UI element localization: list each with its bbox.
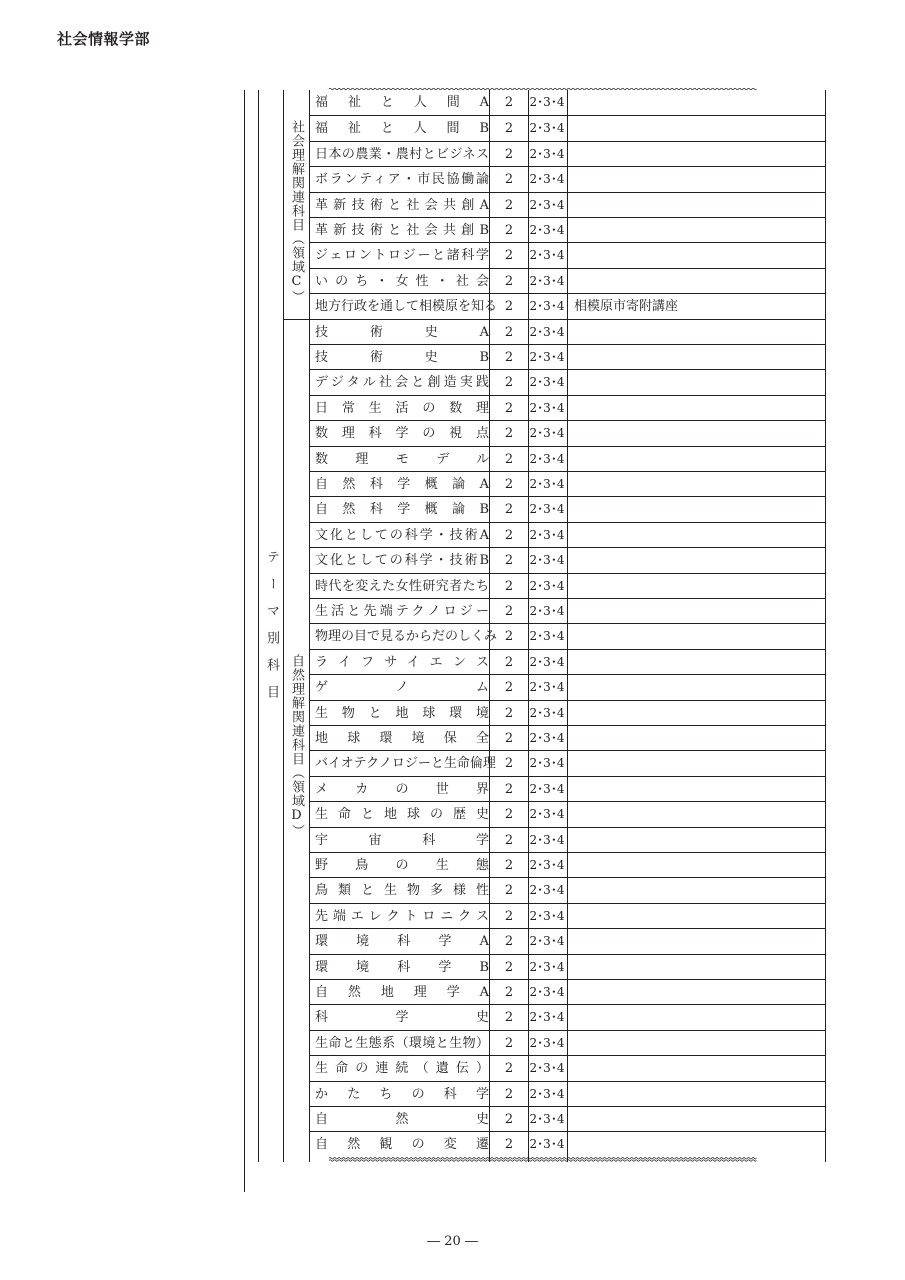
- course-note: [574, 548, 824, 573]
- course-credits: 2: [504, 375, 514, 391]
- course-years: 2･3･4: [529, 1010, 565, 1025]
- course-note: [574, 980, 824, 1005]
- course-name: 先端エレクトロニクス: [315, 908, 489, 924]
- table-row: [309, 293, 826, 318]
- course-credits: 2: [504, 781, 514, 797]
- course-note: [574, 650, 824, 675]
- course-name: ボランティア・市民協働論: [315, 172, 489, 188]
- course-credits: 2: [504, 273, 514, 289]
- table-row: [309, 979, 826, 1004]
- course-note: [574, 853, 824, 878]
- course-name: 日常生活の数理: [315, 400, 489, 416]
- course-name: 自然科学概論A: [315, 477, 489, 492]
- table-row: [309, 750, 826, 775]
- course-name: 自然科学概論B: [315, 502, 489, 518]
- course-years: 2･3･4: [529, 299, 565, 314]
- course-note: [574, 142, 824, 167]
- course-credits: 2: [504, 1112, 514, 1127]
- course-name: 生活と先端テクノロジー: [315, 604, 489, 619]
- course-name: ライフサイエンス: [315, 654, 489, 670]
- course-name: 生命と生態系（環境と生物）: [315, 1035, 489, 1051]
- table-row: [309, 166, 826, 191]
- course-years: 2･3･4: [529, 1035, 565, 1050]
- course-name: 自然観の変遷: [315, 1137, 489, 1153]
- course-credits: 2: [504, 654, 514, 670]
- course-note: [574, 1056, 824, 1081]
- course-years: 2･3･4: [529, 1112, 565, 1126]
- group-cell: [283, 90, 309, 319]
- course-years: 2･3･4: [529, 502, 565, 517]
- course-years: 2･3･4: [529, 908, 565, 923]
- course-years: 2･3･4: [529, 95, 565, 109]
- course-years: 2･3･4: [529, 273, 565, 288]
- course-name: 自然史: [315, 1112, 489, 1127]
- course-credits: 2: [504, 604, 514, 619]
- course-table: [258, 90, 826, 1162]
- course-note: [574, 269, 824, 294]
- course-note: [574, 1082, 824, 1107]
- course-credits: 2: [504, 985, 514, 1000]
- course-years: 2･3･4: [529, 477, 565, 491]
- table-row: [309, 1030, 826, 1055]
- course-name: 時代を変えた女性研究者たち: [315, 578, 489, 594]
- table-row: [309, 192, 826, 217]
- course-note: [574, 1031, 824, 1056]
- table-row: [309, 268, 826, 293]
- table-row: [309, 319, 826, 344]
- table-row: [309, 852, 826, 877]
- margin-rule: [244, 90, 245, 1192]
- course-years: 2･3･4: [529, 781, 565, 796]
- course-credits: 2: [504, 756, 514, 772]
- course-years: 2･3･4: [529, 705, 565, 720]
- table-row: [309, 217, 826, 242]
- course-credits: 2: [504, 400, 514, 416]
- course-note: [574, 878, 824, 903]
- course-credits: 2: [504, 908, 514, 924]
- course-years: 2･3･4: [529, 1061, 565, 1076]
- course-note: [574, 472, 824, 497]
- table-row: [309, 395, 826, 420]
- course-name: 生命の連続（遺伝）: [315, 1061, 489, 1077]
- course-note: [574, 370, 824, 395]
- course-note: [574, 90, 824, 115]
- table-row: [309, 115, 826, 140]
- course-note: [574, 726, 824, 751]
- course-note: [574, 396, 824, 421]
- course-note: [574, 1005, 824, 1030]
- table-row: [309, 700, 826, 725]
- course-credits: 2: [504, 832, 514, 848]
- course-years: 2･3･4: [529, 248, 565, 263]
- department-title: 社会情報学部: [57, 30, 151, 48]
- course-credits: 2: [504, 95, 514, 110]
- course-credits: 2: [504, 121, 514, 137]
- course-note: [574, 193, 824, 218]
- course-credits: 2: [504, 1086, 514, 1102]
- course-credits: 2: [504, 299, 514, 315]
- course-name: 物理の目で見るからだのしくみ: [315, 629, 498, 645]
- course-name: 鳥類と生物多様性: [315, 883, 489, 899]
- course-note: [574, 955, 824, 980]
- course-credits: 2: [504, 527, 514, 543]
- table-row: [309, 547, 826, 572]
- course-credits: 2: [504, 1061, 514, 1077]
- course-credits: 2: [504, 1010, 514, 1026]
- group-label: 自然理解関連科目（領域D）: [289, 653, 304, 838]
- course-name: 野鳥の生態: [315, 858, 489, 873]
- course-note: [574, 929, 824, 954]
- course-name: 福祉と人間A: [315, 95, 489, 110]
- table-row: [309, 1055, 826, 1080]
- table-row: [309, 1004, 826, 1029]
- group-separator: [283, 319, 309, 320]
- table-row: [309, 1081, 826, 1106]
- course-note: [574, 701, 824, 726]
- course-note: [574, 675, 824, 700]
- course-name: 技術史B: [315, 350, 489, 365]
- course-name: バイオテクノロジーと生命倫理: [315, 756, 496, 772]
- course-note: [574, 828, 824, 853]
- table-row: [309, 776, 826, 801]
- course-name: 環境科学B: [315, 959, 489, 975]
- course-credits: 2: [504, 172, 514, 188]
- course-credits: 2: [504, 324, 514, 340]
- course-name: 地球環境保全: [315, 731, 489, 746]
- table-row: [309, 496, 826, 521]
- course-name: 革新技術と社会共創B: [315, 223, 489, 238]
- course-years: 2･3･4: [529, 807, 565, 822]
- course-years: 2･3･4: [529, 121, 565, 136]
- course-years: 2･3･4: [529, 934, 565, 949]
- table-row: [309, 623, 826, 648]
- course-credits: 2: [504, 959, 514, 975]
- course-credits: 2: [504, 629, 514, 645]
- table-row: [309, 573, 826, 598]
- course-years: 2･3･4: [529, 1137, 565, 1152]
- course-note: [574, 1107, 824, 1132]
- course-years: 2･3･4: [529, 832, 565, 847]
- course-credits: 2: [504, 731, 514, 746]
- course-note: [574, 777, 824, 802]
- course-name: 科学史: [315, 1010, 489, 1026]
- course-credits: 2: [504, 502, 514, 518]
- course-note: 相模原市寄附講座: [574, 299, 679, 315]
- course-credits: 2: [504, 477, 514, 492]
- course-years: 2･3･4: [529, 858, 565, 872]
- course-credits: 2: [504, 705, 514, 721]
- course-credits: 2: [504, 680, 514, 696]
- course-note: [574, 243, 824, 268]
- course-years: 2･3･4: [529, 375, 565, 390]
- course-name: 数理科学の視点: [315, 426, 489, 442]
- table-row: [309, 420, 826, 445]
- course-years: 2･3･4: [529, 426, 565, 441]
- course-note: [574, 116, 824, 141]
- table-row: [309, 649, 826, 674]
- course-years: 2･3･4: [529, 350, 565, 364]
- course-credits: 2: [504, 451, 514, 467]
- course-name: 技術史A: [315, 324, 489, 340]
- course-note: [574, 345, 824, 370]
- course-credits: 2: [504, 1035, 514, 1051]
- table-row: [309, 598, 826, 623]
- course-note: [574, 802, 824, 827]
- course-credits: 2: [504, 858, 514, 873]
- course-name: ゲノム: [315, 680, 489, 696]
- table-row: [309, 903, 826, 928]
- group-cell: [283, 319, 309, 1157]
- course-note: [574, 167, 824, 192]
- table-row: [309, 242, 826, 267]
- course-name: 生命と地球の歴史: [315, 807, 489, 823]
- course-note: [574, 599, 824, 624]
- course-name: 環境科学A: [315, 934, 489, 950]
- course-credits: 2: [504, 426, 514, 442]
- course-note: [574, 523, 824, 548]
- table-row: [309, 90, 826, 115]
- course-credits: 2: [504, 883, 514, 899]
- course-credits: 2: [504, 1137, 514, 1153]
- table-row: [309, 725, 826, 750]
- table-row: [309, 446, 826, 471]
- bottom-break-line: [258, 1156, 826, 1162]
- page-number: ― 20 ―: [427, 1234, 478, 1249]
- course-credits: 2: [504, 578, 514, 594]
- course-years: 2･3･4: [529, 1086, 565, 1101]
- course-name: いのち・女性・社会: [315, 273, 489, 289]
- course-credits: 2: [504, 146, 514, 162]
- course-name: 革新技術と社会共創A: [315, 197, 489, 213]
- course-years: 2･3･4: [529, 654, 565, 669]
- course-years: 2･3･4: [529, 604, 565, 618]
- table-row: [309, 1131, 826, 1156]
- course-name: デジタル社会と創造実践: [315, 375, 489, 391]
- course-name: 宇宙科学: [315, 832, 489, 848]
- course-years: 2･3･4: [529, 985, 565, 999]
- course-years: 2･3･4: [529, 223, 565, 237]
- course-note: [574, 497, 824, 522]
- course-years: 2･3･4: [529, 146, 565, 161]
- table-row: [309, 522, 826, 547]
- course-years: 2･3･4: [529, 680, 565, 695]
- course-years: 2･3･4: [529, 629, 565, 644]
- table-row: [309, 471, 826, 496]
- course-name: 地方行政を通して相模原を知る: [315, 299, 498, 315]
- table-row: [309, 369, 826, 394]
- table-row: [309, 827, 826, 852]
- table-row: [309, 1106, 826, 1131]
- course-note: [574, 751, 824, 776]
- table-row: [309, 928, 826, 953]
- course-credits: 2: [504, 350, 514, 365]
- course-years: 2･3･4: [529, 578, 565, 593]
- course-years: 2･3･4: [529, 197, 565, 212]
- course-note: [574, 624, 824, 649]
- table-row: [309, 877, 826, 902]
- course-years: 2･3･4: [529, 883, 565, 898]
- course-name: 数理モデル: [315, 451, 489, 467]
- course-credits: 2: [504, 248, 514, 264]
- course-years: 2･3･4: [529, 172, 565, 187]
- course-name: ジェロントロジーと諸科学: [315, 248, 489, 264]
- course-years: 2･3･4: [529, 324, 565, 339]
- course-years: 2･3･4: [529, 451, 565, 466]
- course-name: 生物と地球環境: [315, 705, 489, 721]
- course-years: 2･3･4: [529, 731, 565, 745]
- course-name: 自然地理学A: [315, 985, 489, 1000]
- course-name: メカの世界: [315, 781, 489, 797]
- course-credits: 2: [504, 197, 514, 213]
- course-years: 2･3･4: [529, 400, 565, 415]
- course-name: 日本の農業・農村とビジネス: [315, 146, 489, 162]
- course-name: 文化としての科学・技術A: [315, 527, 489, 543]
- theme-label: テーマ別科目: [264, 550, 279, 712]
- course-note: [574, 320, 824, 345]
- theme-column: [259, 90, 283, 1156]
- course-note: [574, 218, 824, 243]
- course-years: 2･3･4: [529, 527, 565, 542]
- table-row: [309, 141, 826, 166]
- course-years: 2･3･4: [529, 553, 565, 568]
- course-years: 2･3･4: [529, 756, 565, 771]
- course-name: 文化としての科学・技術B: [315, 553, 489, 569]
- course-note: [574, 421, 824, 446]
- course-name: かたちの科学: [315, 1086, 489, 1102]
- table-row: [309, 344, 826, 369]
- course-note: [574, 447, 824, 472]
- course-credits: 2: [504, 553, 514, 569]
- course-note: [574, 904, 824, 929]
- course-note: [574, 1132, 824, 1157]
- table-row: [309, 954, 826, 979]
- table-row: [309, 674, 826, 699]
- course-credits: 2: [504, 807, 514, 823]
- group-label: 社会理解関連科目（領域C）: [289, 120, 304, 304]
- course-note: [574, 574, 824, 599]
- table-row: [309, 801, 826, 826]
- course-credits: 2: [504, 934, 514, 950]
- course-years: 2･3･4: [529, 959, 565, 974]
- course-credits: 2: [504, 223, 514, 238]
- course-name: 福祉と人間B: [315, 121, 489, 137]
